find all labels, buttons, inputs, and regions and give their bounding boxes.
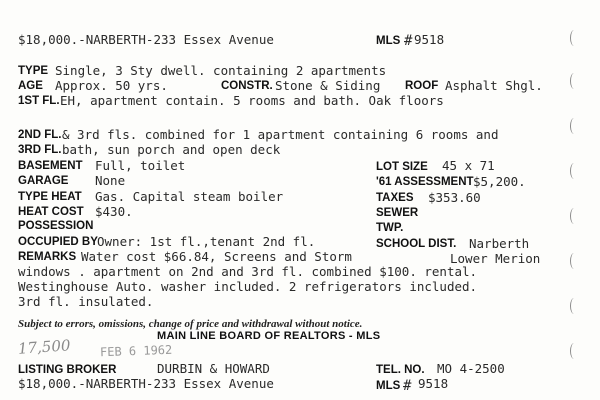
binder-hole-mark xyxy=(570,298,578,314)
occupied-label: OCCUPIED BY xyxy=(18,236,98,248)
remarks-line-4: 3rd fl. insulated. xyxy=(18,294,154,309)
binder-hole-mark xyxy=(570,73,578,89)
remarks-line-2: windows . apartment on 2nd and 3rd fl. combined $100. rental. xyxy=(18,264,478,279)
taxes-value: $353.60 xyxy=(428,190,481,205)
binder-hole-mark xyxy=(570,343,578,359)
type-heat-label: TYPE HEAT xyxy=(18,191,82,203)
occupied-value: Owner: 1st fl.,tenant 2nd fl. xyxy=(97,234,316,249)
taxes-label: TAXES xyxy=(376,192,414,204)
tel-value: MO 4-2500 xyxy=(437,361,505,376)
tel-label: TEL. NO. xyxy=(376,364,425,376)
header-price-address: $18,000.-NARBERTH-233 Essex Avenue xyxy=(18,32,274,47)
first-floor-value: EH, apartment contain. 5 rooms and bath. Oak floors xyxy=(60,93,444,108)
constr-label: CONSTR. xyxy=(221,80,273,92)
lot-size-value: 45 x 71 xyxy=(442,158,495,173)
second-floor-value: & 3rd fls. combined for 1 apartment containing 6 rooms and xyxy=(62,127,499,142)
school-district-value: Narberth xyxy=(469,236,530,251)
footer-mls-label: MLS xyxy=(376,380,401,392)
binder-hole-mark xyxy=(570,163,578,179)
garage-label: GARAGE xyxy=(18,175,69,187)
roof-label: ROOF xyxy=(405,80,439,92)
assessment-label: '61 ASSESSMENT xyxy=(376,176,474,188)
sewer-label: SEWER xyxy=(376,207,419,219)
binder-hole-mark xyxy=(570,208,578,224)
disclaimer-notice: Subject to errors, omissions, change of price and withdrawal without notice. xyxy=(18,318,363,330)
footer-price-address: $18,000.-NARBERTH-233 Essex Avenue xyxy=(18,376,274,391)
third-floor-value: bath, sun porch and open deck xyxy=(62,142,281,157)
type-heat-value: Gas. Capital steam boiler xyxy=(95,189,284,204)
remarks-line-3: Westinghouse Auto. washer included. 2 refrigerators included. xyxy=(18,279,478,294)
header-mls-hash: # xyxy=(404,33,413,49)
basement-label: BASEMENT xyxy=(18,160,83,172)
assessment-value: $5,200. xyxy=(473,174,526,189)
listing-broker-value: DURBIN & HOWARD xyxy=(157,361,270,376)
age-value: Approx. 50 yrs. xyxy=(55,78,168,93)
heat-cost-label: HEAT COST xyxy=(18,206,84,218)
binder-hole-mark xyxy=(570,30,578,46)
basement-value: Full, toilet xyxy=(95,158,186,173)
garage-value: None xyxy=(95,173,126,188)
remarks-label: REMARKS xyxy=(18,251,77,263)
header-mls-number: 9518 xyxy=(414,32,445,47)
roof-value: Asphalt Shgl. xyxy=(445,78,543,93)
remarks-line-1: Water cost $66.84, Screens and Storm xyxy=(81,249,352,264)
board-name: MAIN LINE BOARD OF REALTORS - MLS xyxy=(157,330,381,342)
heat-cost-value: $430. xyxy=(95,204,133,219)
constr-value: Stone & Siding xyxy=(275,78,381,93)
school-district-value-2: Lower Merion xyxy=(450,251,541,266)
second-floor-label: 2ND FL. xyxy=(18,129,62,141)
twp-label: TWP. xyxy=(376,222,404,234)
header-mls-label: MLS xyxy=(376,35,401,47)
binder-hole-mark xyxy=(570,118,578,134)
third-floor-label: 3RD FL. xyxy=(18,144,62,156)
first-floor-label: 1ST FL. xyxy=(18,95,60,107)
date-stamp: FEB 6 1962 xyxy=(99,342,173,360)
binder-hole-mark xyxy=(570,253,578,269)
footer-mls-number: 9518 xyxy=(418,376,449,391)
possession-label: POSSESSION xyxy=(18,220,94,232)
age-label: AGE xyxy=(18,80,43,92)
handwritten-price: 17,500 xyxy=(17,336,72,358)
lot-size-label: LOT SIZE xyxy=(376,161,428,173)
footer-mls-hash: # xyxy=(403,378,412,394)
listing-broker-label: LISTING BROKER xyxy=(18,364,117,376)
type-label: TYPE xyxy=(18,65,49,77)
school-district-label: SCHOOL DIST. xyxy=(376,238,457,250)
type-value: Single, 3 Sty dwell. containing 2 apartments xyxy=(55,63,387,78)
